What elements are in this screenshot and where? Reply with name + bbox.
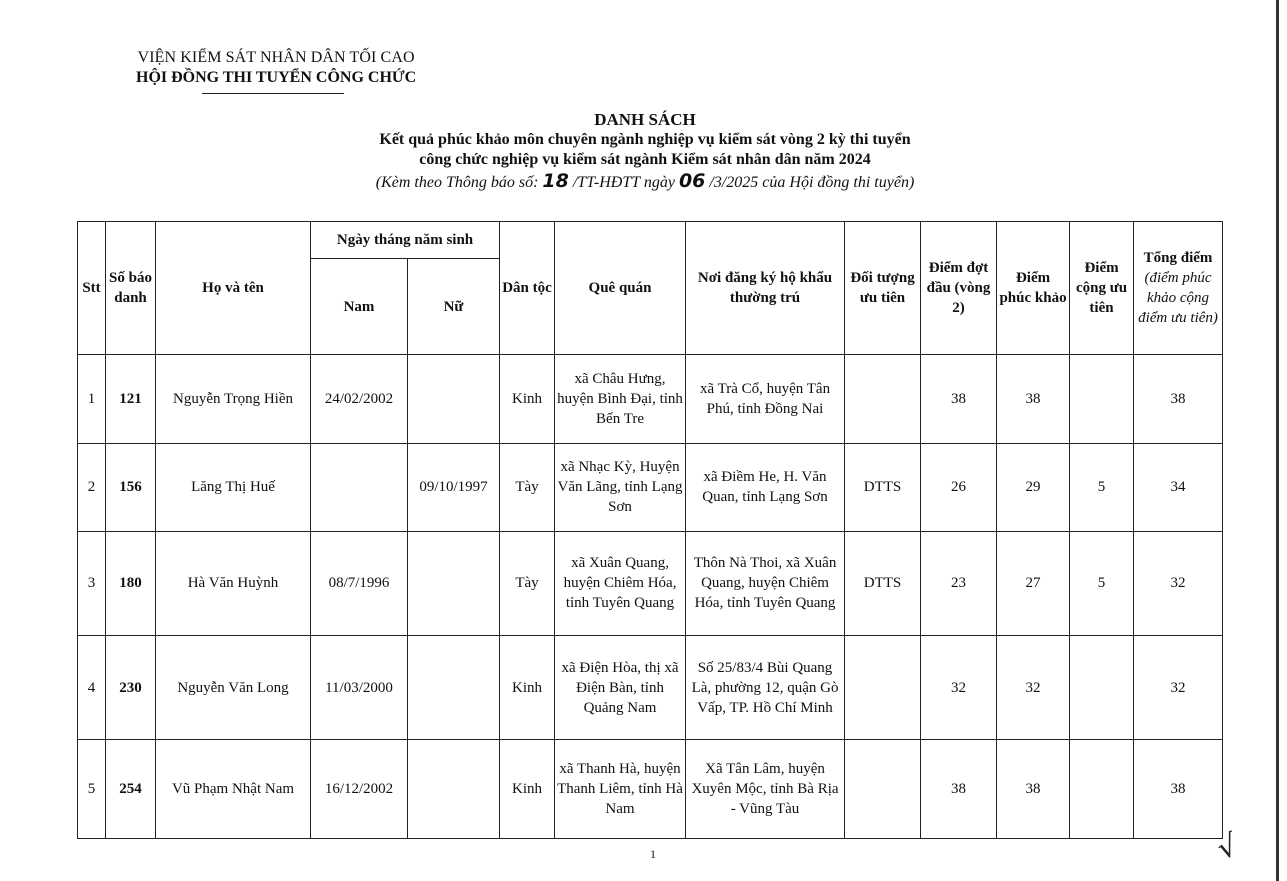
cell-bonus-score: 5 xyxy=(1070,532,1134,636)
cell-dob-female xyxy=(408,355,500,444)
cell-review-score: 29 xyxy=(997,443,1070,532)
cell-dob-female xyxy=(408,635,500,740)
cell-name: Vũ Phạm Nhật Nam xyxy=(156,740,311,839)
cell-priority-object xyxy=(845,355,921,444)
cell-stt: 1 xyxy=(78,355,106,444)
header-total-score: Tổng điểm (điểm phúc khảo cộng điểm ưu tiên) xyxy=(1134,222,1223,355)
cell-review-score: 38 xyxy=(997,355,1070,444)
cell-first-score: 38 xyxy=(921,355,997,444)
cell-sbd: 254 xyxy=(106,740,156,839)
cell-sbd: 156 xyxy=(106,443,156,532)
document-reference-note: (Kèm theo Thông báo số: 18 /TT-HĐTT ngày 06 /3/2025 của Hội đồng thi tuyển) xyxy=(375,170,915,192)
cell-bonus-score xyxy=(1070,635,1134,740)
cell-review-score: 32 xyxy=(997,635,1070,740)
cell-sbd: 180 xyxy=(106,532,156,636)
results-table xyxy=(77,221,1223,839)
table-row xyxy=(78,532,1223,636)
header-priority-object: Đối tượng ưu tiên xyxy=(845,222,921,355)
header-name: Họ và tên xyxy=(156,222,311,355)
cell-hometown: xã Thanh Hà, huyện Thanh Liêm, tỉnh Hà Nam xyxy=(555,740,686,839)
document-titles xyxy=(300,110,990,194)
cell-dob-male: 16/12/2002 xyxy=(311,740,408,839)
cell-stt: 5 xyxy=(78,740,106,839)
header-residence: Nơi đăng ký hộ khẩu thường trú xyxy=(686,222,845,355)
cell-first-score: 23 xyxy=(921,532,997,636)
cell-total-score: 38 xyxy=(1134,355,1223,444)
cell-bonus-score xyxy=(1070,355,1134,444)
header-bonus-score: Điểm cộng ưu tiên xyxy=(1070,222,1134,355)
org-council-name: HỘI ĐỒNG THI TUYỂN CÔNG CHỨC xyxy=(136,69,417,86)
header-sbd: Số báo danh xyxy=(106,222,156,355)
table-row xyxy=(78,443,1223,532)
document-subtitle-line2: công chức nghiệp vụ kiểm sát ngành Kiểm sát nhân dân năm 2024 xyxy=(419,151,871,168)
cell-dob-male: 11/03/2000 xyxy=(311,635,408,740)
cell-hometown: xã Nhạc Kỳ, Huyện Văn Lãng, tỉnh Lạng Sơn xyxy=(555,443,686,532)
cell-dob-male: 24/02/2002 xyxy=(311,355,408,444)
org-parent-name: VIỆN KIỂM SÁT NHÂN DÂN TỐI CAO xyxy=(137,49,415,66)
header-dob-male: Nam xyxy=(311,259,408,355)
cell-hometown: xã Điện Hòa, thị xã Điện Bàn, tỉnh Quảng Nam xyxy=(555,635,686,740)
cell-priority-object: DTTS xyxy=(845,532,921,636)
table-row xyxy=(78,355,1223,444)
cell-review-score: 38 xyxy=(997,740,1070,839)
cell-sbd: 121 xyxy=(106,355,156,444)
cell-dob-male xyxy=(311,443,408,532)
cell-name: Nguyễn Trọng Hiền xyxy=(156,355,311,444)
cell-ethnic: Tày xyxy=(500,443,555,532)
cell-residence: Số 25/83/4 Bùi Quang Là, phường 12, quận Gò Vấp, TP. Hồ Chí Minh xyxy=(686,635,845,740)
header-dob-female: Nữ xyxy=(408,259,500,355)
cell-ethnic: Tày xyxy=(500,532,555,636)
page-number: 1 xyxy=(650,847,656,861)
cell-dob-female xyxy=(408,532,500,636)
cell-dob-female: 09/10/1997 xyxy=(408,443,500,532)
cell-total-score: 32 xyxy=(1134,532,1223,636)
cell-ethnic: Kinh xyxy=(500,635,555,740)
cell-total-score: 34 xyxy=(1134,443,1223,532)
header-first-score: Điểm đợt đầu (vòng 2) xyxy=(921,222,997,355)
issuing-organization xyxy=(136,48,416,88)
cell-hometown: xã Xuân Quang, huyện Chiêm Hóa, tỉnh Tuyên Quang xyxy=(555,532,686,636)
table-row xyxy=(78,740,1223,839)
header-ethnic: Dân tộc xyxy=(500,222,555,355)
header-hometown: Quê quán xyxy=(555,222,686,355)
cell-residence: xã Trà Cổ, huyện Tân Phú, tỉnh Đồng Nai xyxy=(686,355,845,444)
cell-first-score: 38 xyxy=(921,740,997,839)
cell-ethnic: Kinh xyxy=(500,740,555,839)
cell-dob-female xyxy=(408,740,500,839)
cell-stt: 4 xyxy=(78,635,106,740)
cell-bonus-score: 5 xyxy=(1070,443,1134,532)
cell-stt: 2 xyxy=(78,443,106,532)
cell-priority-object xyxy=(845,740,921,839)
cell-name: Nguyễn Văn Long xyxy=(156,635,311,740)
cell-residence: Xã Tân Lâm, huyện Xuyên Mộc, tỉnh Bà Rịa - Vũng Tàu xyxy=(686,740,845,839)
cell-priority-object: DTTS xyxy=(845,443,921,532)
cell-name: Hà Văn Huỳnh xyxy=(156,532,311,636)
document-title: DANH SÁCH xyxy=(594,110,696,129)
cell-ethnic: Kinh xyxy=(500,355,555,444)
cell-total-score: 32 xyxy=(1134,635,1223,740)
header-dob-group: Ngày tháng năm sinh xyxy=(311,222,500,259)
cell-bonus-score xyxy=(1070,740,1134,839)
handwritten-notice-day: 06 xyxy=(678,170,706,192)
signature-mark-icon: √ xyxy=(1212,827,1243,868)
document-subtitle-line1: Kết quả phúc khảo môn chuyên ngành nghiệp vụ kiểm sát vòng 2 kỳ thi tuyển xyxy=(379,131,911,148)
cell-dob-male: 08/7/1996 xyxy=(311,532,408,636)
cell-sbd: 230 xyxy=(106,635,156,740)
cell-hometown: xã Châu Hưng, huyện Bình Đại, tỉnh Bến Tre xyxy=(555,355,686,444)
org-underline xyxy=(202,93,344,94)
cell-first-score: 32 xyxy=(921,635,997,740)
cell-first-score: 26 xyxy=(921,443,997,532)
cell-name: Lăng Thị Huế xyxy=(156,443,311,532)
cell-total-score: 38 xyxy=(1134,740,1223,839)
scan-edge-shadow xyxy=(1276,0,1279,881)
cell-review-score: 27 xyxy=(997,532,1070,636)
handwritten-notice-number: 18 xyxy=(542,170,569,192)
cell-residence: Thôn Nà Thoi, xã Xuân Quang, huyện Chiêm Hóa, tỉnh Tuyên Quang xyxy=(686,532,845,636)
table-row xyxy=(78,635,1223,740)
cell-residence: xã Điềm He, H. Văn Quan, tỉnh Lạng Sơn xyxy=(686,443,845,532)
header-review-score: Điểm phúc khảo xyxy=(997,222,1070,355)
cell-priority-object xyxy=(845,635,921,740)
header-stt: Stt xyxy=(78,222,106,355)
cell-stt: 3 xyxy=(78,532,106,636)
